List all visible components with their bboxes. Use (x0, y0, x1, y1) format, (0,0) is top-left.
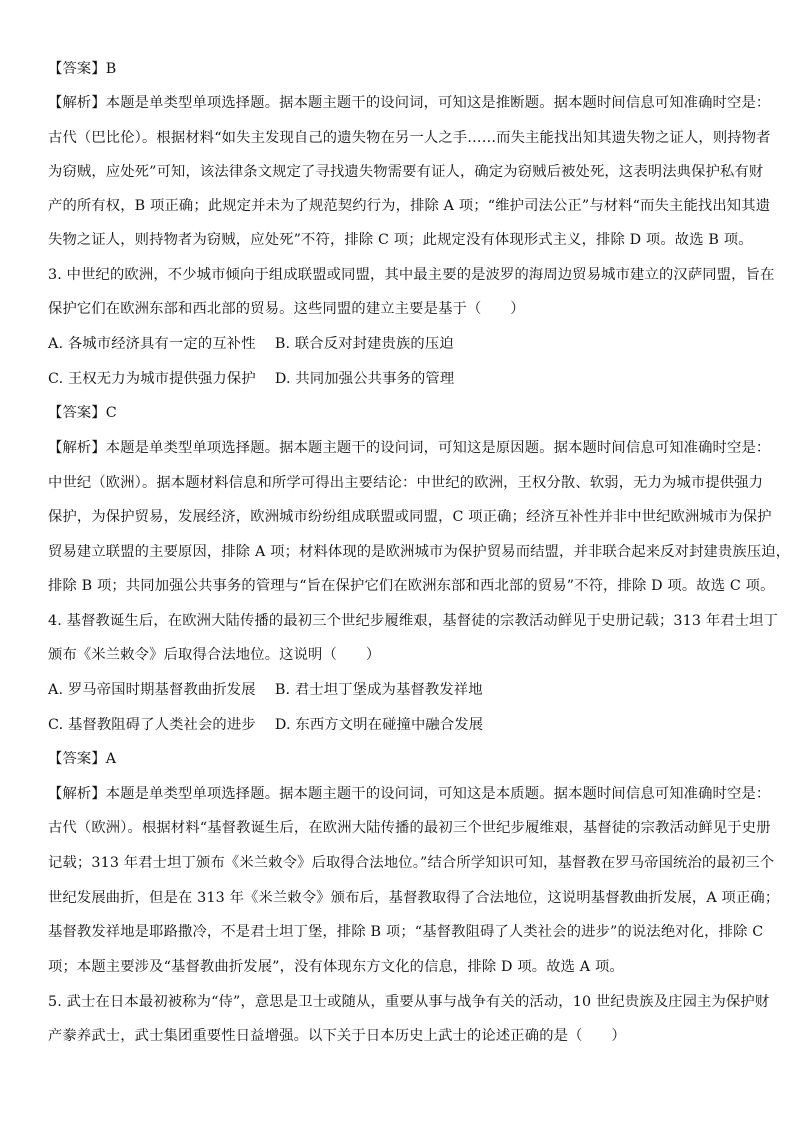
q2-analysis-line: 古代（巴比伦）。根据材料“如失主发现自己的遗失物在另一人之手……而失主能找出知其遗失物之证人，则持物者 (48, 130, 771, 146)
q3-analysis-line: 【解析】本题是单类型单项选择题。据本题主题干的设问词，可知这是原因题。据本题时间信息可知准确时空是： (48, 440, 771, 456)
q4-stem-line: 4. 基督教诞生后，在欧洲大陆传播的最初三个世纪步履维艰，基督徒的宗教活动鲜见于史册记载；313 年君士坦丁 (48, 613, 779, 629)
q5-stem-line: 产豢养武士，武士集团重要性日益增强。以下关于日本历史上武士的论述正确的是（ ） (48, 1028, 626, 1044)
q3-analysis-line: 贸易建立联盟的主要原因，排除 A 项；材料体现的是欧洲城市为保护贸易而结盟，并非联合起来反对封建贵族压迫， (48, 544, 791, 560)
q2-analysis-line: 【解析】本题是单类型单项选择题。据本题主题干的设问词，可知这是推断题。据本题时间信息可知准确时空是： (48, 95, 771, 111)
q2-answer: 【答案】B (48, 61, 117, 77)
q4-analysis-line: 基督教发祥地是耶路撒冷，不是君士坦丁堡，排除 B 项；“基督教阻碍了人类社会的进步”的说法绝对化，排除 C (48, 924, 764, 940)
q3-analysis-line: 中世纪（欧洲）。据本题材料信息和所学可得出主要结论：中世纪的欧洲，王权分散、软弱，无力为城市提供强力 (48, 475, 764, 491)
q3-stem-line: 3. 中世纪的欧洲，不少城市倾向于组成联盟或同盟，其中最主要的是波罗的海周边贸易城市建立的汉萨同盟，旨在 (48, 267, 775, 283)
q4-stem-line: 颁布《米兰敕令》后取得合法地位。这说明（ ） (48, 647, 381, 663)
q3-answer: 【答案】C (48, 405, 117, 421)
q3-option-line: A. 各城市经济具有一定的互补性 B. 联合反对封建贵族的压迫 (48, 336, 454, 352)
q3-analysis-line: 保护，为保护贸易，发展经济，欧洲城市纷纷组成联盟或同盟，C 项正确；经济互补性并非中世纪欧洲城市为保护 (48, 509, 772, 525)
q4-analysis-line: 项；本题主要涉及“基督教曲折发展”，没有体现东方文化的信息，排除 D 项。故选 A 项。 (48, 959, 624, 975)
q2-analysis-line: 为窃贼，应处死”可知，该法律条文规定了寻找遗失物需要有证人，确定为窃贼后被处死，这表明法典保护私有财 (48, 164, 764, 180)
q4-analysis-line: 记载；313 年君士坦丁颁布《米兰敕令》后取得合法地位。”结合所学知识可知，基督教在罗马帝国统治的最初三个 (48, 855, 775, 871)
q4-analysis-line: 古代（欧洲）。根据材料“基督教诞生后，在欧洲大陆传播的最初三个世纪步履维艰，基督徒的宗教活动鲜见于史册 (48, 820, 771, 836)
q4-answer: 【答案】A (48, 751, 117, 767)
q3-analysis-line: 排除 B 项；共同加强公共事务的管理与“旨在保护它们在欧洲东部和西北部的贸易”不符，排除 D 项。故选 C 项。 (48, 578, 775, 594)
q4-analysis-line: 【解析】本题是单类型单项选择题。据本题主题干的设问词，可知这是本质题。据本题时间信息可知准确时空是： (48, 786, 771, 802)
q5-stem-line: 5. 武士在日本最初被称为“侍”，意思是卫士或随从，重要从事与战争有关的活动，10 世纪贵族及庄园主为保护财 (48, 994, 770, 1010)
q3-stem-line: 保护它们在欧洲东部和西北部的贸易。这些同盟的建立主要是基于（ ） (48, 301, 525, 317)
q2-analysis-line: 失物之证人，则持物者为窃贼，应处死”不符，排除 C 项；此规定没有体现形式主义，排除 D 项。故选 B 项。 (48, 232, 753, 248)
q4-option-line: A. 罗马帝国时期基督教曲折发展 B. 君士坦丁堡成为基督教发祥地 (48, 682, 483, 698)
q4-option-line: C. 基督教阻碍了人类社会的进步 D. 东西方文明在碰撞中融合发展 (48, 717, 484, 733)
q2-analysis-line: 产的所有权，B 项正确；此规定并未为了规范契约行为，排除 A 项；“维护司法公正”与材料“而失主能找出知其遗 (48, 198, 771, 214)
q3-option-line: C. 王权无力为城市提供强力保护 D. 共同加强公共事务的管理 (48, 371, 455, 387)
q4-analysis-line: 世纪发展曲折，但是在 313 年《米兰敕令》颁布后，基督教取得了合法地位，这说明基督教曲折发展，A 项正确； (48, 890, 780, 906)
